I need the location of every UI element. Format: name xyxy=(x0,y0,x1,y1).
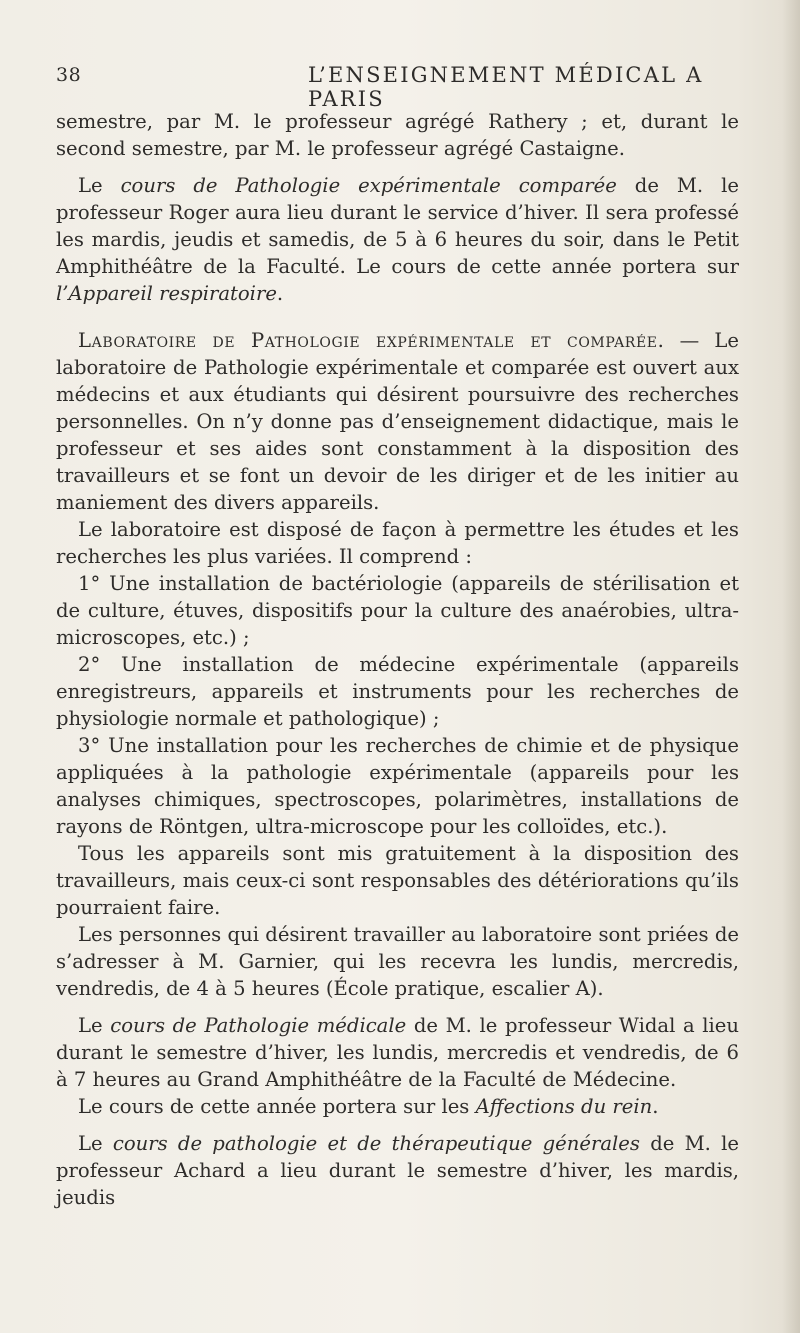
paragraph-pathologie-experimentale-course: Le cours de Pathologie expérimentale comparée de M. le professeur Roger aura lieu durant le service d’hiver. Il sera professé les mardis, jeudis et samedis, de 5 à 6 heures du soir, dans le Petit Amphithéâtre de la Faculté. Le cours de cette année portera sur l’Appareil respiratoire. xyxy=(56,174,739,305)
paragraph-laboratoire: Laboratoire de Pathologie expérimentale et comparée. — Le laboratoire de Pathologie expérimentale et comparée est ouvert aux médecins et aux étudiants qui désirent poursuivre des recherches personnelles. On n’y donne pas d’enseignement didactique, mais le professeur et ses aides sont constamment à la disposition des travailleurs et se font un devoir de les diriger et de les initier au maniement des divers appareils. xyxy=(56,329,739,514)
paragraph-contact: Les personnes qui désirent travailler au laboratoire sont priées de s’adresser à M. Garnier, qui les recevra les lundis, mercredis, vendredis, de 4 à 5 heures (École pratique, escalier A). xyxy=(56,923,739,1000)
paragraph-appareils: Tous les appareils sont mis gratuitement à la disposition des travailleurs, mais ceux-ci sont responsables des détériorations qu’ils pourraient faire. xyxy=(56,842,739,919)
course-title: cours de Pathologie médicale xyxy=(110,1014,407,1037)
course-subject: l’Appareil respiratoire xyxy=(56,282,277,305)
paragraph-affections-rein: Le cours de cette année portera sur les Affections du rein. xyxy=(78,1095,659,1118)
paragraph-laboratoire-dispose: Le laboratoire est disposé de façon à permettre les études et les recherches les plus variées. Il comprend : xyxy=(56,518,739,568)
page-number: 38 xyxy=(56,64,82,86)
running-title: L’ENSEIGNEMENT MÉDICAL A PARIS xyxy=(308,63,704,111)
page-header xyxy=(56,63,746,111)
list-item-medecine-experimentale: 2° Une installation de médecine expérimentale (appareils enregistreurs, appareils et instruments pour les recherches de physiologie normale et pathologique) ; xyxy=(56,653,739,730)
course-subject: Affections du rein xyxy=(475,1095,653,1118)
body-text xyxy=(56,108,739,1211)
section-heading: Laboratoire de Pathologie expérimentale et comparée. xyxy=(78,329,665,352)
paragraph-pathologie-medicale-course: Le cours de Pathologie médicale de M. le professeur Widal a lieu durant le semestre d’hiver, les lundis, mercredis et vendredis, de 6 à 7 heures au Grand Amphithéâtre de la Faculté de Médecine. xyxy=(56,1014,739,1091)
list-item-chimie-physique: 3° Une installation pour les recherches de chimie et de physique appliquées à la pathologie expérimentale (appareils pour les analyses chimiques, spectroscopes, polarimètres, installations de rayons de Röntgen, ultra-microscope pour les colloïdes, etc.). xyxy=(56,734,739,838)
paragraph-therapeutique-course: Le cours de pathologie et de thérapeutique générales de M. le professeur Achard a lieu durant le semestre d’hiver, les mardis, jeudis xyxy=(56,1132,739,1209)
course-title: cours de Pathologie expérimentale comparée xyxy=(120,174,617,197)
page-edge-shadow xyxy=(782,0,800,1333)
paragraph-continuation: semestre, par M. le professeur agrégé Rathery ; et, durant le second semestre, par M. le professeur agrégé Castaigne. xyxy=(56,110,739,160)
list-item-bacteriologie: 1° Une installation de bactériologie (appareils de stérilisation et de culture, étuves, dispositifs pour la culture des anaérobies, ultra-microscopes, etc.) ; xyxy=(56,572,739,649)
course-title: cours de pathologie et de thérapeutique générales xyxy=(112,1132,640,1155)
